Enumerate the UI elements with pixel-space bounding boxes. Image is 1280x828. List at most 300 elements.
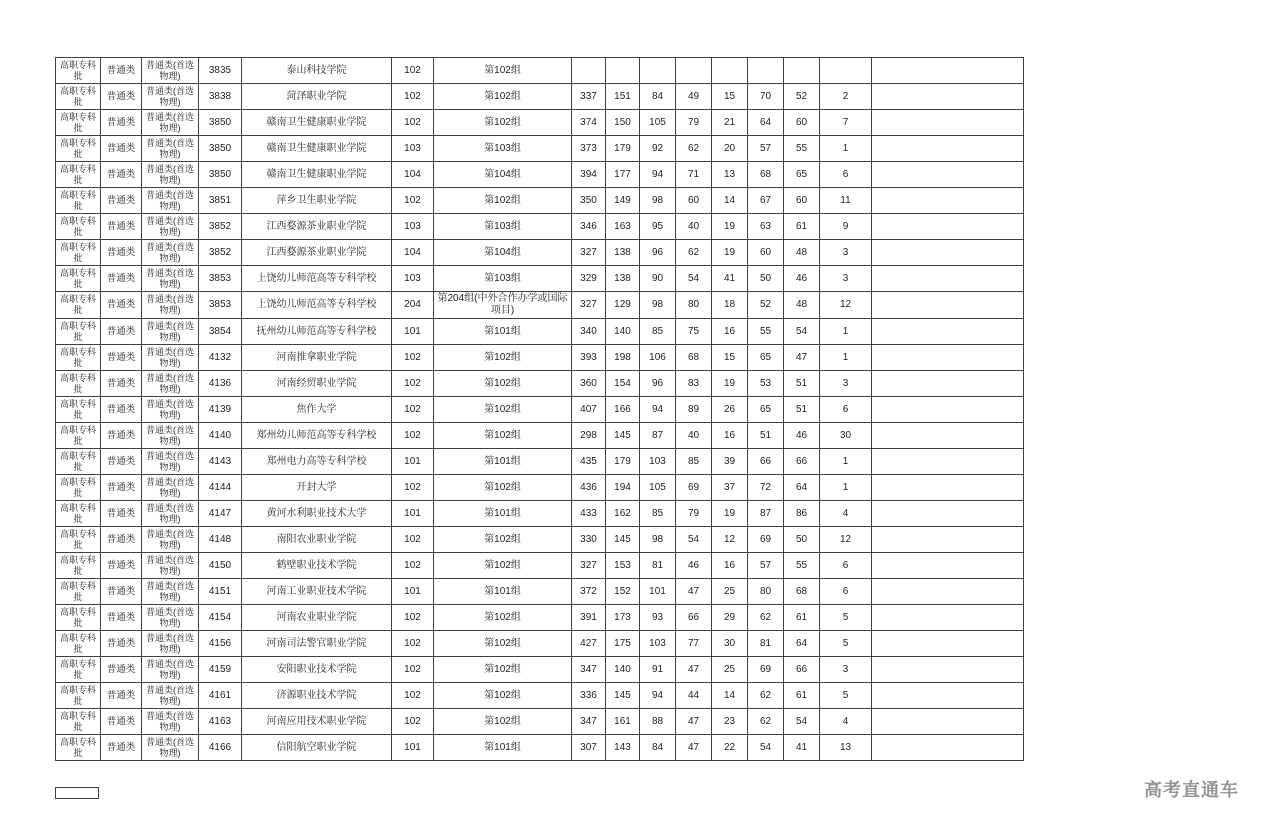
table-row (56, 631, 1024, 657)
score-cell-6: 67 (748, 188, 784, 214)
score-cell-5: 25 (712, 657, 748, 683)
score-cell-8: 11 (820, 188, 872, 214)
subcategory-cell: 普通类(首选物理) (142, 501, 199, 527)
table-row (56, 110, 1024, 136)
empty-trailing-cell (872, 84, 1024, 110)
category-cell: 普通类 (101, 631, 142, 657)
score-cell-4: 54 (676, 266, 712, 292)
subcategory-cell: 普通类(首选物理) (142, 605, 199, 631)
school-name-cell: 黄河水利职业技术大学 (242, 501, 392, 527)
empty-trailing-cell (872, 735, 1024, 761)
batch-cell: 高职专科批 (56, 240, 101, 266)
score-cell-3: 94 (640, 397, 676, 423)
subcategory-cell: 普通类(首选物理) (142, 58, 199, 84)
table-row (56, 527, 1024, 553)
subcategory-cell: 普通类(首选物理) (142, 136, 199, 162)
table-row (56, 188, 1024, 214)
score-cell-1: 347 (572, 657, 606, 683)
score-cell-3: 92 (640, 136, 676, 162)
score-cell-5: 20 (712, 136, 748, 162)
score-cell-5: 12 (712, 527, 748, 553)
table-row (56, 292, 1024, 319)
score-cell-2: 161 (606, 709, 640, 735)
subcategory-cell: 普通类(首选物理) (142, 214, 199, 240)
score-cell-3: 88 (640, 709, 676, 735)
school-code-cell: 4156 (199, 631, 242, 657)
school-name-cell: 泰山科技学院 (242, 58, 392, 84)
score-cell-6: 51 (748, 423, 784, 449)
category-cell: 普通类 (101, 397, 142, 423)
school-code-cell: 3853 (199, 292, 242, 319)
score-cell-8: 3 (820, 657, 872, 683)
score-cell-6: 81 (748, 631, 784, 657)
school-name-cell: 赣南卫生健康职业学院 (242, 136, 392, 162)
school-code-cell: 4166 (199, 735, 242, 761)
score-cell-1: 329 (572, 266, 606, 292)
score-cell-7: 46 (784, 266, 820, 292)
score-cell-6: 87 (748, 501, 784, 527)
score-cell-7 (784, 58, 820, 84)
score-cell-3 (640, 58, 676, 84)
score-cell-1: 374 (572, 110, 606, 136)
score-cell-2: 129 (606, 292, 640, 319)
score-cell-8: 3 (820, 371, 872, 397)
score-cell-8: 13 (820, 735, 872, 761)
score-cell-5: 37 (712, 475, 748, 501)
empty-trailing-cell (872, 371, 1024, 397)
batch-cell: 高职专科批 (56, 579, 101, 605)
batch-cell: 高职专科批 (56, 657, 101, 683)
score-cell-7: 66 (784, 449, 820, 475)
school-code-cell: 4163 (199, 709, 242, 735)
score-cell-2: 175 (606, 631, 640, 657)
group-name-cell: 第104组 (434, 240, 572, 266)
subcategory-cell: 普通类(首选物理) (142, 553, 199, 579)
empty-trailing-cell (872, 683, 1024, 709)
school-code-cell: 3852 (199, 214, 242, 240)
score-cell-5: 14 (712, 188, 748, 214)
group-code-cell: 102 (392, 631, 434, 657)
category-cell: 普通类 (101, 475, 142, 501)
school-name-cell: 江西婺源茶业职业学院 (242, 240, 392, 266)
subcategory-cell: 普通类(首选物理) (142, 110, 199, 136)
category-cell: 普通类 (101, 162, 142, 188)
score-cell-3: 105 (640, 110, 676, 136)
score-cell-6 (748, 58, 784, 84)
subcategory-cell: 普通类(首选物理) (142, 319, 199, 345)
score-cell-2: 179 (606, 449, 640, 475)
score-cell-5: 15 (712, 345, 748, 371)
empty-trailing-cell (872, 579, 1024, 605)
score-cell-4: 83 (676, 371, 712, 397)
score-cell-2: 173 (606, 605, 640, 631)
subcategory-cell: 普通类(首选物理) (142, 84, 199, 110)
score-cell-8: 2 (820, 84, 872, 110)
batch-cell: 高职专科批 (56, 188, 101, 214)
score-cell-3: 96 (640, 371, 676, 397)
score-cell-4: 75 (676, 319, 712, 345)
category-cell: 普通类 (101, 188, 142, 214)
subcategory-cell: 普通类(首选物理) (142, 579, 199, 605)
group-name-cell: 第104组 (434, 162, 572, 188)
school-name-cell: 河南推拿职业学院 (242, 345, 392, 371)
subcategory-cell: 普通类(首选物理) (142, 735, 199, 761)
group-code-cell: 102 (392, 58, 434, 84)
score-cell-5: 26 (712, 397, 748, 423)
category-cell: 普通类 (101, 214, 142, 240)
empty-trailing-cell (872, 527, 1024, 553)
group-code-cell: 102 (392, 709, 434, 735)
score-cell-4: 40 (676, 214, 712, 240)
subcategory-cell: 普通类(首选物理) (142, 292, 199, 319)
category-cell: 普通类 (101, 240, 142, 266)
group-name-cell: 第102组 (434, 631, 572, 657)
score-cell-8: 1 (820, 319, 872, 345)
group-code-cell: 101 (392, 449, 434, 475)
group-code-cell: 102 (392, 553, 434, 579)
school-code-cell: 3854 (199, 319, 242, 345)
group-code-cell: 102 (392, 110, 434, 136)
score-cell-5: 16 (712, 319, 748, 345)
empty-trailing-cell (872, 214, 1024, 240)
table-row (56, 553, 1024, 579)
subcategory-cell: 普通类(首选物理) (142, 397, 199, 423)
score-cell-5: 19 (712, 214, 748, 240)
score-cell-2: 179 (606, 136, 640, 162)
score-cell-6: 62 (748, 709, 784, 735)
category-cell: 普通类 (101, 709, 142, 735)
group-name-cell: 第101组 (434, 735, 572, 761)
group-code-cell: 102 (392, 683, 434, 709)
table-row (56, 501, 1024, 527)
school-name-cell: 河南司法警官职业学院 (242, 631, 392, 657)
school-code-cell: 4143 (199, 449, 242, 475)
score-cell-8: 12 (820, 292, 872, 319)
score-cell-4: 62 (676, 240, 712, 266)
school-code-cell: 3838 (199, 84, 242, 110)
score-cell-2: 145 (606, 527, 640, 553)
score-cell-8: 5 (820, 605, 872, 631)
school-name-cell: 菏泽职业学院 (242, 84, 392, 110)
score-cell-3: 85 (640, 319, 676, 345)
school-code-cell: 4136 (199, 371, 242, 397)
score-cell-2: 150 (606, 110, 640, 136)
batch-cell: 高职专科批 (56, 110, 101, 136)
batch-cell: 高职专科批 (56, 319, 101, 345)
subcategory-cell: 普通类(首选物理) (142, 683, 199, 709)
score-cell-2: 154 (606, 371, 640, 397)
score-cell-7: 47 (784, 345, 820, 371)
empty-trailing-cell (872, 553, 1024, 579)
group-name-cell: 第101组 (434, 579, 572, 605)
score-cell-4: 40 (676, 423, 712, 449)
table-row (56, 735, 1024, 761)
score-cell-5: 39 (712, 449, 748, 475)
group-name-cell: 第102组 (434, 371, 572, 397)
score-cell-1 (572, 58, 606, 84)
score-cell-7: 48 (784, 240, 820, 266)
table-body (56, 58, 1024, 761)
group-name-cell: 第102组 (434, 84, 572, 110)
batch-cell: 高职专科批 (56, 84, 101, 110)
subcategory-cell: 普通类(首选物理) (142, 240, 199, 266)
score-cell-7: 55 (784, 553, 820, 579)
batch-cell: 高职专科批 (56, 423, 101, 449)
score-cell-3: 101 (640, 579, 676, 605)
empty-trailing-cell (872, 449, 1024, 475)
school-name-cell: 鹤壁职业技术学院 (242, 553, 392, 579)
category-cell: 普通类 (101, 657, 142, 683)
score-cell-2: 198 (606, 345, 640, 371)
score-cell-4: 66 (676, 605, 712, 631)
score-cell-1: 427 (572, 631, 606, 657)
score-cell-2: 177 (606, 162, 640, 188)
subcategory-cell: 普通类(首选物理) (142, 266, 199, 292)
score-cell-3: 96 (640, 240, 676, 266)
score-cell-2: 166 (606, 397, 640, 423)
school-name-cell: 河南应用技术职业学院 (242, 709, 392, 735)
group-name-cell: 第102组 (434, 709, 572, 735)
group-name-cell: 第204组(中外合作办学或国际项目) (434, 292, 572, 319)
school-code-cell: 4132 (199, 345, 242, 371)
score-cell-7: 60 (784, 188, 820, 214)
school-name-cell: 焦作大学 (242, 397, 392, 423)
score-cell-1: 372 (572, 579, 606, 605)
score-cell-6: 66 (748, 449, 784, 475)
group-name-cell: 第101组 (434, 449, 572, 475)
category-cell: 普通类 (101, 345, 142, 371)
score-cell-1: 373 (572, 136, 606, 162)
school-code-cell: 4161 (199, 683, 242, 709)
score-cell-3: 94 (640, 683, 676, 709)
school-code-cell: 4150 (199, 553, 242, 579)
school-name-cell: 河南经贸职业学院 (242, 371, 392, 397)
score-cell-2: 194 (606, 475, 640, 501)
batch-cell: 高职专科批 (56, 735, 101, 761)
partial-next-row-cell (55, 787, 99, 799)
category-cell: 普通类 (101, 605, 142, 631)
score-cell-5: 19 (712, 240, 748, 266)
empty-trailing-cell (872, 292, 1024, 319)
group-code-cell: 102 (392, 84, 434, 110)
empty-trailing-cell (872, 605, 1024, 631)
group-code-cell: 204 (392, 292, 434, 319)
score-cell-5: 23 (712, 709, 748, 735)
score-cell-8 (820, 58, 872, 84)
score-cell-8: 1 (820, 475, 872, 501)
school-name-cell: 抚州幼儿师范高等专科学校 (242, 319, 392, 345)
score-cell-2: 153 (606, 553, 640, 579)
score-cell-3: 98 (640, 527, 676, 553)
subcategory-cell: 普通类(首选物理) (142, 345, 199, 371)
score-cell-5: 15 (712, 84, 748, 110)
table-row (56, 345, 1024, 371)
category-cell: 普通类 (101, 579, 142, 605)
table-row (56, 214, 1024, 240)
school-code-cell: 3852 (199, 240, 242, 266)
watermark-text: 高考直通车 (1144, 780, 1239, 800)
category-cell: 普通类 (101, 110, 142, 136)
empty-trailing-cell (872, 319, 1024, 345)
subcategory-cell: 普通类(首选物理) (142, 423, 199, 449)
group-code-cell: 102 (392, 423, 434, 449)
subcategory-cell: 普通类(首选物理) (142, 475, 199, 501)
score-cell-2: 143 (606, 735, 640, 761)
score-cell-3: 98 (640, 292, 676, 319)
subcategory-cell: 普通类(首选物理) (142, 162, 199, 188)
subcategory-cell: 普通类(首选物理) (142, 657, 199, 683)
score-cell-3: 84 (640, 735, 676, 761)
score-cell-4: 80 (676, 292, 712, 319)
score-cell-6: 63 (748, 214, 784, 240)
score-cell-7: 54 (784, 319, 820, 345)
score-cell-8: 1 (820, 136, 872, 162)
score-cell-2: 162 (606, 501, 640, 527)
score-cell-4: 71 (676, 162, 712, 188)
score-cell-8: 1 (820, 449, 872, 475)
score-cell-4: 47 (676, 709, 712, 735)
score-cell-6: 54 (748, 735, 784, 761)
school-name-cell: 赣南卫生健康职业学院 (242, 110, 392, 136)
batch-cell: 高职专科批 (56, 371, 101, 397)
score-cell-3: 94 (640, 162, 676, 188)
subcategory-cell: 普通类(首选物理) (142, 371, 199, 397)
score-cell-1: 407 (572, 397, 606, 423)
group-name-cell: 第102组 (434, 527, 572, 553)
score-cell-4: 47 (676, 735, 712, 761)
category-cell: 普通类 (101, 58, 142, 84)
school-name-cell: 上饶幼儿师范高等专科学校 (242, 266, 392, 292)
score-cell-2: 140 (606, 657, 640, 683)
school-code-cell: 4144 (199, 475, 242, 501)
subcategory-cell: 普通类(首选物理) (142, 709, 199, 735)
category-cell: 普通类 (101, 501, 142, 527)
empty-trailing-cell (872, 162, 1024, 188)
batch-cell: 高职专科批 (56, 214, 101, 240)
group-code-cell: 103 (392, 266, 434, 292)
score-cell-7: 51 (784, 397, 820, 423)
score-cell-7: 61 (784, 683, 820, 709)
group-name-cell: 第102组 (434, 58, 572, 84)
category-cell: 普通类 (101, 683, 142, 709)
score-cell-7: 68 (784, 579, 820, 605)
group-name-cell: 第102组 (434, 605, 572, 631)
table-row (56, 605, 1024, 631)
group-code-cell: 101 (392, 319, 434, 345)
batch-cell: 高职专科批 (56, 162, 101, 188)
score-cell-7: 61 (784, 605, 820, 631)
score-cell-4: 69 (676, 475, 712, 501)
empty-trailing-cell (872, 345, 1024, 371)
score-cell-8: 3 (820, 266, 872, 292)
empty-trailing-cell (872, 423, 1024, 449)
score-cell-2: 138 (606, 240, 640, 266)
group-code-cell: 102 (392, 475, 434, 501)
score-cell-6: 80 (748, 579, 784, 605)
score-cell-6: 69 (748, 657, 784, 683)
score-cell-4: 54 (676, 527, 712, 553)
score-cell-5: 25 (712, 579, 748, 605)
group-code-cell: 102 (392, 605, 434, 631)
score-cell-1: 433 (572, 501, 606, 527)
subcategory-cell: 普通类(首选物理) (142, 631, 199, 657)
empty-trailing-cell (872, 657, 1024, 683)
score-cell-3: 103 (640, 449, 676, 475)
score-cell-5: 41 (712, 266, 748, 292)
score-cell-4: 44 (676, 683, 712, 709)
score-cell-8: 6 (820, 553, 872, 579)
group-code-cell: 101 (392, 735, 434, 761)
school-name-cell: 开封大学 (242, 475, 392, 501)
score-cell-4: 89 (676, 397, 712, 423)
batch-cell: 高职专科批 (56, 631, 101, 657)
score-cell-6: 52 (748, 292, 784, 319)
school-code-cell: 3835 (199, 58, 242, 84)
score-cell-8: 5 (820, 683, 872, 709)
school-name-cell: 赣南卫生健康职业学院 (242, 162, 392, 188)
score-cell-2: 149 (606, 188, 640, 214)
table-row (56, 58, 1024, 84)
score-cell-7: 55 (784, 136, 820, 162)
score-cell-1: 330 (572, 527, 606, 553)
score-cell-3: 90 (640, 266, 676, 292)
score-cell-7: 65 (784, 162, 820, 188)
score-cell-3: 85 (640, 501, 676, 527)
school-name-cell: 郑州电力高等专科学校 (242, 449, 392, 475)
category-cell: 普通类 (101, 292, 142, 319)
group-code-cell: 104 (392, 240, 434, 266)
score-cell-5: 16 (712, 553, 748, 579)
group-code-cell: 102 (392, 371, 434, 397)
score-cell-4: 85 (676, 449, 712, 475)
category-cell: 普通类 (101, 266, 142, 292)
table-row (56, 475, 1024, 501)
table-row (56, 371, 1024, 397)
score-cell-6: 64 (748, 110, 784, 136)
group-code-cell: 103 (392, 136, 434, 162)
score-cell-8: 7 (820, 110, 872, 136)
table-row (56, 449, 1024, 475)
table-row (56, 579, 1024, 605)
empty-trailing-cell (872, 475, 1024, 501)
batch-cell: 高职专科批 (56, 58, 101, 84)
school-code-cell: 3850 (199, 136, 242, 162)
school-name-cell: 上饶幼儿师范高等专科学校 (242, 292, 392, 319)
empty-trailing-cell (872, 397, 1024, 423)
group-code-cell: 103 (392, 214, 434, 240)
school-code-cell: 3853 (199, 266, 242, 292)
score-cell-7: 61 (784, 214, 820, 240)
score-cell-1: 393 (572, 345, 606, 371)
school-name-cell: 江西婺源茶业职业学院 (242, 214, 392, 240)
score-cell-7: 52 (784, 84, 820, 110)
score-cell-3: 103 (640, 631, 676, 657)
score-cell-4: 77 (676, 631, 712, 657)
empty-trailing-cell (872, 501, 1024, 527)
group-name-cell: 第103组 (434, 136, 572, 162)
score-cell-4: 47 (676, 579, 712, 605)
empty-trailing-cell (872, 631, 1024, 657)
score-cell-5: 13 (712, 162, 748, 188)
score-cell-6: 68 (748, 162, 784, 188)
category-cell: 普通类 (101, 371, 142, 397)
score-cell-1: 394 (572, 162, 606, 188)
school-name-cell: 南阳农业职业学院 (242, 527, 392, 553)
group-code-cell: 102 (392, 527, 434, 553)
score-cell-1: 337 (572, 84, 606, 110)
batch-cell: 高职专科批 (56, 475, 101, 501)
score-cell-1: 360 (572, 371, 606, 397)
